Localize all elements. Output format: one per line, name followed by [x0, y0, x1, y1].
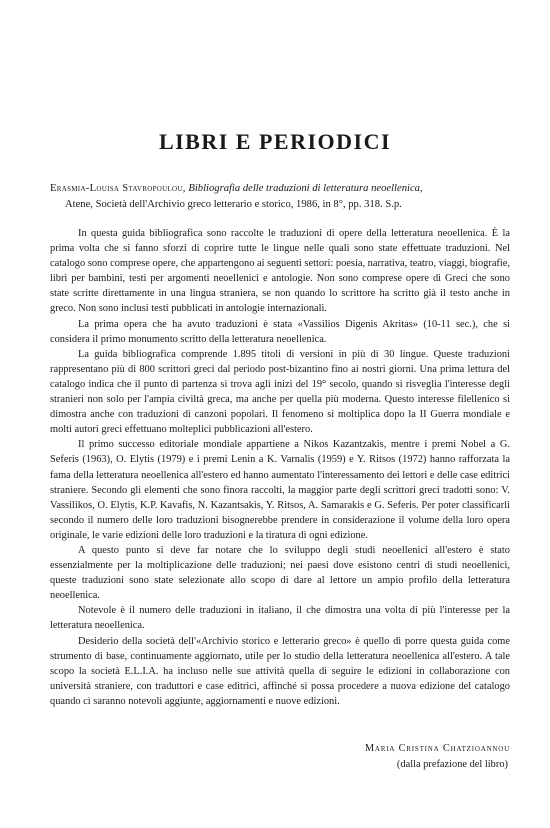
paragraph-purpose: Desiderio della società dell'«Archivio storico e letterario greco» è quello di porre questa guida come strumento di base, continuamente aggiornato, utile per lo studio della letteratura neoellenica all'estero. A tale scopo la società E.L.I.A. ha incluso nelle sue attività quella di seguire le edizioni in collaborazione con università straniere, con traduttori e case editrici, affinché si possa procedere a nuova edizione del catalogo quando ci saranno notevoli aggiunte, aggiornamenti e nuove edizioni.: [50, 635, 510, 707]
paragraph-statistics: La guida bibliografica comprende 1.895 titoli di versioni in più di 30 lingue. Queste traduzioni rappresentano più di 800 scrittori greci dal periodo post-bizantino fino ai nostri giorni. Una prima lettura del catalogo indica che il punto di partenza si trova agli inizi del 19° secolo, quando si risveglia l'interesse degli stranieri non solo per l'ampia civiltà greca, ma anche per quella più moderna. Questo interesse filellenico si dimostra anche con traduzioni di canzoni popolari. Il fenomeno si moltiplica dopo la II Guerra mondiale e molti autori greci effettuano molteplici pubblicazioni all'estero.: [50, 348, 510, 436]
paragraph-authors: Il primo successo editoriale mondiale appartiene a Nikos Kazantzakis, mentre i premi Nobel a G. Seferis (1963), O. Elytis (1979) e i premi Lenin a K. Varnalis (1959) e Y. Ritsos (1972) hanno rafforzata la fama della letteratura neoellenica all'estero ed hanno aumentato l'interessamento dei lettori e delle case editrici straniere. Secondo gli elementi che sono finora raccolti, la maggior parte degli scrittori greci tradotti sono: V. Vassilikos, O. Elytis, K.P. Kavafis, N. Kazantsakis, Y. Ritsos, A. Samarakis e G. Seferis. Per poter classificarli secondo il numero delle loro traduzioni bisognerebbe prendere in considerazione il volume della loro opera originale, le varie edizioni delle loro traduzioni e la tiratura di ogni edizione.: [50, 439, 510, 541]
book-citation: [50, 181, 510, 213]
citation-title: Bibliografia delle traduzioni di letteratura neoellenica,: [188, 183, 423, 194]
page-title: LIBRI E PERIODICI: [158, 128, 392, 154]
paragraph-studies: A questo punto si deve far notare che lo sviluppo degli studi neoellenici all'estero è stato essenzialmente per la moltiplicazione delle traduzioni; nei paesi dove esistono centri di studi neoellenici, queste traduzioni sono state selezionate allo scopo di dare al lettore un ampio profilo della letteratura neoellenica.: [50, 544, 510, 602]
citation-author: Erasmia-Louisa Stavropoulou,: [50, 183, 186, 194]
signature-block: [310, 741, 510, 772]
paragraph-scope: In questa guida bibliografica sono raccolte le traduzioni di opere della letteratura neoellenica. È la prima volta che si fanno sforzi di coprire tutte le lingue nelle quali sono state effettuate traduzioni. Nel catalogo sono comprese opere, che appartengono ai seguenti settori: poesia, narrativa, teatro, viaggi, biografie, libri per bambini, testi per argomenti neoellenici e antologie. Non sono comprese opere di Greci che sono state scritte direttamente in una lingua straniera, se non quando lo scrittore ha scritto già il testo anche in greco. Non sono inclusi testi pubblicati in antologie internazionali.: [50, 228, 510, 315]
signature-name: Maria Cristina Chatzioannou: [364, 743, 510, 754]
review-body: [50, 226, 510, 709]
paragraph-first-work: La prima opera che ha avuto traduzioni è stata «Vassilios Digenis Akritas» (10-11 sec.), che si considera il primo monumento scritto della letteratura neoellenica.: [50, 318, 510, 345]
signature-source: (dalla prefazione del libro): [396, 758, 508, 770]
citation-publisher: Atene, Società dell'Archivio greco letterario e storico, 1986, in 8°, pp. 318. S.p.: [65, 199, 402, 210]
paragraph-italian: Notevole è il numero delle traduzioni in italiano, il che dimostra una volta di più l'interesse per la letteratura neoellenica.: [50, 605, 510, 632]
